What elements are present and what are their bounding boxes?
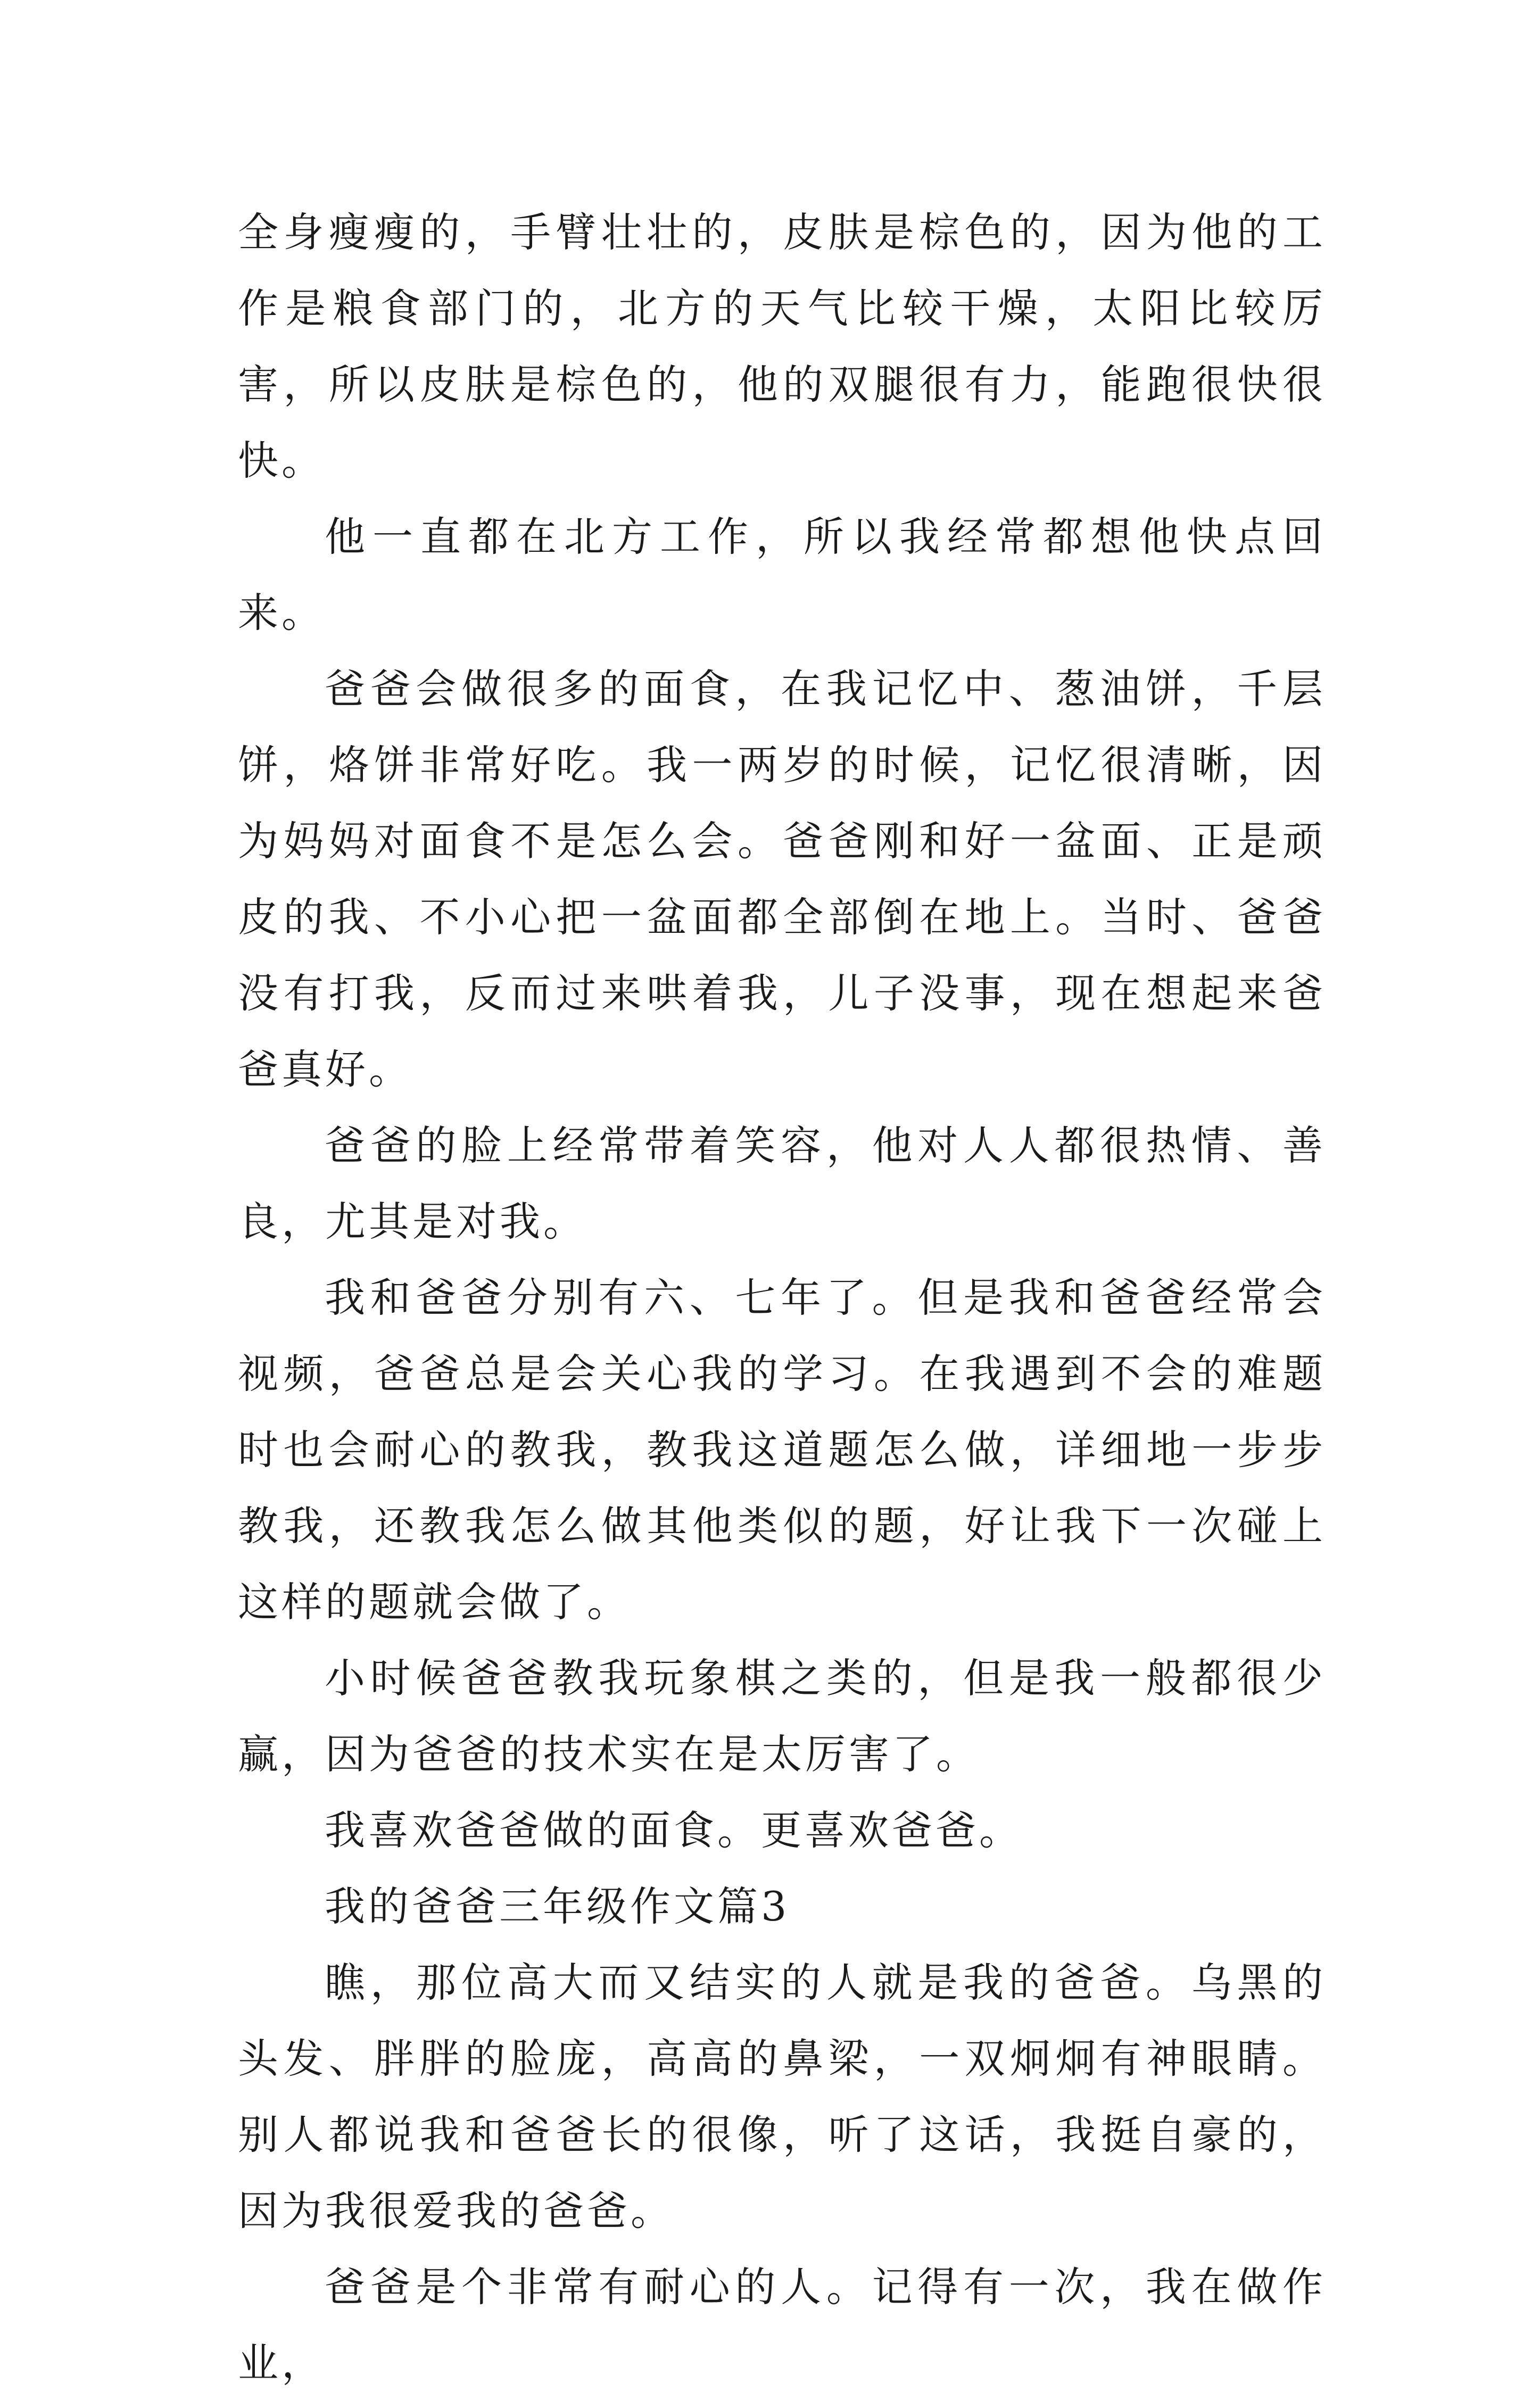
paragraph: 他一直都在北方工作，所以我经常都想他快点回来。: [238, 513, 1326, 636]
article-body: [238, 194, 1326, 2401]
paragraph: 小时候爸爸教我玩象棋之类的，但是我一般都很少赢，因为爸爸的技术实在是太厉害了。: [238, 1654, 1326, 1778]
paragraph: 瞧，那位高大而又结实的人就是我的爸爸。乌黑的头发、胖胖的脸庞，高高的鼻梁，一双炯炯有神眼睛。别人都说我和爸爸长的很像，听了这话，我挺自豪的，因为我很爱我的爸爸。: [238, 1959, 1326, 2234]
section-heading: 我的爸爸三年级作文篇3: [325, 1883, 790, 1930]
paragraph: 我喜欢爸爸做的面食。更喜欢爸爸。: [325, 1807, 1023, 1854]
paragraph: 爸爸会做很多的面食，在我记忆中、葱油饼，千层饼，烙饼非常好吃。我一两岁的时候，记忆很清晰，因为妈妈对面食不是怎么会。爸爸刚和好一盆面、正是顽皮的我、不小心把一盆面都全部倒在地上。当时、爸爸没有打我，反而过来哄着我，儿子没事，现在想起来爸爸真好。: [238, 665, 1326, 1093]
paragraph: 我和爸爸分别有六、七年了。但是我和爸爸经常会视频，爸爸总是会关心我的学习。在我遇到不会的难题时也会耐心的教我，教我这道题怎么做，详细地一步步教我，还教我怎么做其他类似的题，好让我下一次碰上这样的题就会做了。: [238, 1274, 1326, 1626]
paragraph: 爸爸是个非常有耐心的人。记得有一次，我在做作业，: [238, 2263, 1326, 2387]
paragraph: 爸爸的脸上经常带着笑容，他对人人都很热情、善良，尤其是对我。: [238, 1122, 1326, 1245]
paragraph: 全身瘦瘦的，手臂壮壮的，皮肤是棕色的，因为他的工作是粮食部门的，北方的天气比较干燥，太阳比较厉害，所以皮肤是棕色的，他的双腿很有力，能跑很快很快。: [238, 209, 1326, 484]
